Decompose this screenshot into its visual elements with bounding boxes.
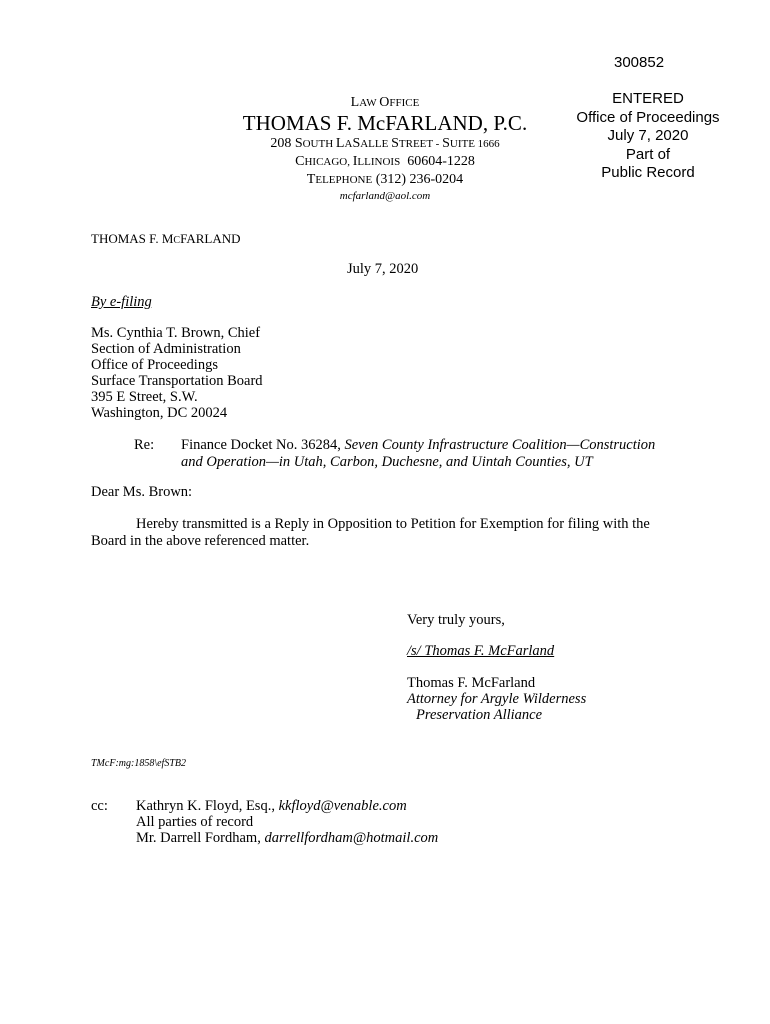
stamp-line: ENTERED <box>612 90 684 107</box>
address-line: Washington, DC 20024 <box>91 405 228 421</box>
cc-list <box>136 798 438 846</box>
stamp-line: July 7, 2020 <box>607 127 689 144</box>
entered-stamp <box>562 90 734 183</box>
cc-email-link[interactable]: darrellfordham@hotmail.com <box>264 830 439 846</box>
signer-title-continued: Preservation Alliance <box>416 707 543 723</box>
delivery-method: By e-filing <box>91 294 152 310</box>
letterhead-office: LAW OFFICE <box>350 95 420 110</box>
stamp-line: Office of Proceedings <box>576 108 720 126</box>
signer-name: Thomas F. McFarland <box>407 675 536 691</box>
recipient-address <box>91 325 263 421</box>
address-line: Section of Administration <box>91 341 241 357</box>
salutation: Dear Ms. Brown: <box>91 484 193 500</box>
address-line: Ms. Cynthia T. Brown, Chief <box>91 325 261 341</box>
cc-entry: Kathryn K. Floyd, Esq., kkfloyd@venable.com <box>136 798 407 814</box>
signer-block <box>407 675 586 723</box>
document-number: 300852 <box>614 54 665 71</box>
body-paragraph-line-1: Hereby transmitted is a Reply in Opposition to Petition for Exemption for filing with the <box>136 516 650 532</box>
cc-label: cc: <box>91 798 108 814</box>
re-line-1: Finance Docket No. 36284, Seven County Infrastructure Coalition—Construction <box>181 437 656 453</box>
closing: Very truly yours, <box>407 612 505 628</box>
address-line: Office of Proceedings <box>91 357 218 373</box>
cc-entry: All parties of record <box>136 814 254 830</box>
stamp-line: Public Record <box>601 164 695 181</box>
cc-email-link[interactable]: kkfloyd@venable.com <box>278 798 407 814</box>
re-subject <box>181 437 655 471</box>
address-line: 395 E Street, S.W. <box>91 389 198 405</box>
signature: /s/ Thomas F. McFarland <box>407 643 555 659</box>
stamp-line: Part of <box>625 145 671 163</box>
sender-name: THOMAS F. MCFARLAND <box>91 231 241 246</box>
firm-telephone: TELEPHONE (312) 236-0204 <box>306 172 464 187</box>
re-label: Re: <box>134 437 155 453</box>
firm-name: THOMAS F. McFARLAND, P.C. <box>242 111 528 135</box>
re-line-2: and Operation—in Utah, Carbon, Duchesne, and Uintah Counties, UT <box>181 454 593 470</box>
body-paragraph-line-2: Board in the above referenced matter. <box>91 533 310 549</box>
letter-date: July 7, 2020 <box>347 261 419 277</box>
firm-address: 208 SOUTH LASALLE STREET - SUITE 1666 <box>270 136 500 151</box>
firm-city: CHICAGO, ILLINOIS 60604-1228 <box>295 154 475 169</box>
address-line: Surface Transportation Board <box>91 373 263 389</box>
reference-initials: TMcF:mg:1858\efSTB2 <box>91 758 186 769</box>
firm-email: mcfarland@aol.com <box>339 190 431 202</box>
cc-entry: Mr. Darrell Fordham, darrellfordham@hotmail.com <box>136 830 439 846</box>
signer-title: Attorney for Argyle Wilderness <box>407 691 587 707</box>
